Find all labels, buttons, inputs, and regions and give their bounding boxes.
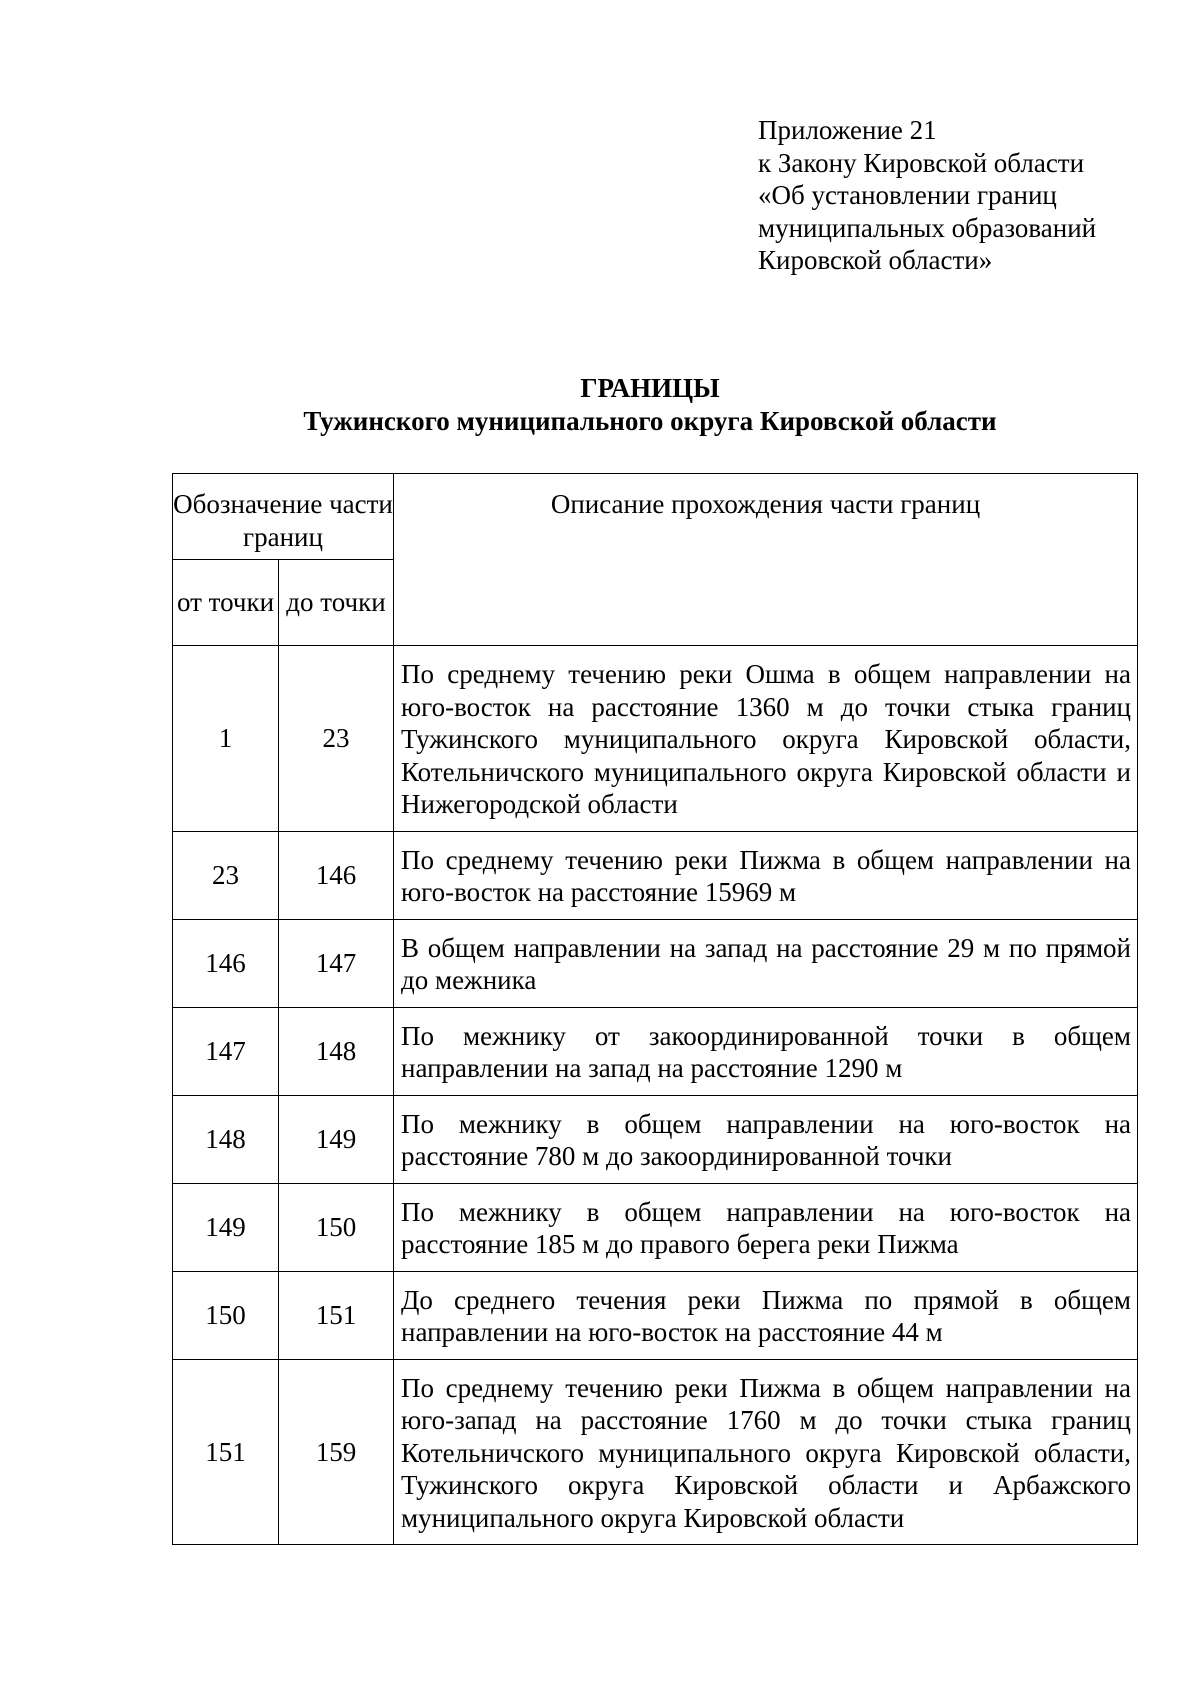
- cell-from: 1: [173, 646, 279, 832]
- appendix-line: Приложение 21: [758, 115, 937, 145]
- title-line-1: ГРАНИЦЫ: [580, 373, 720, 403]
- cell-to: 151: [279, 1271, 394, 1359]
- table-row: [173, 646, 1138, 832]
- table-row: [173, 1359, 1138, 1545]
- cell-to: 148: [279, 1007, 394, 1095]
- cell-to: 150: [279, 1183, 394, 1271]
- appendix-line: к Закону Кировской области: [758, 147, 1085, 178]
- cell-from: 150: [173, 1271, 279, 1359]
- cell-description: По среднему течению реки Пижма в общем направлении на юго-восток на расстояние 15969 м: [394, 831, 1138, 919]
- cell-description: По межнику от закоординированной точки в общем направлении на запад на расстояние 1290 м: [394, 1007, 1138, 1095]
- cell-to: 146: [279, 831, 394, 919]
- cell-from: 147: [173, 1007, 279, 1095]
- cell-description: До среднего течения реки Пижма по прямой в общем направлении на юго-восток на расстояние 44 м: [394, 1271, 1138, 1359]
- cell-from: 151: [173, 1359, 279, 1545]
- appendix-note: [758, 114, 1096, 277]
- header-to-point: до точки: [279, 560, 394, 646]
- cell-from: 149: [173, 1183, 279, 1271]
- table-row: [173, 1007, 1138, 1095]
- appendix-line: муниципальных образований: [758, 212, 1097, 243]
- cell-from: 148: [173, 1095, 279, 1183]
- table-row: [173, 831, 1138, 919]
- title-line-2: Тужинского муниципального округа Кировской области: [303, 406, 997, 436]
- header-description: Описание прохождения части границ: [394, 474, 1138, 646]
- borders-table: [172, 473, 1138, 1545]
- cell-to: 159: [279, 1359, 394, 1545]
- table-row: [173, 919, 1138, 1007]
- header-designation: Обозначение части границ: [173, 474, 394, 560]
- table-row: [173, 1183, 1138, 1271]
- header-from-point: от точки: [173, 560, 279, 646]
- cell-description: По среднему течению реки Пижма в общем направлении на юго-запад на расстояние 1760 м до точки стыка границ Котельничского муниципального округа Кировской области, Тужинского округа Кировской области и Арбажского муниципального округа Кировской области: [394, 1359, 1138, 1545]
- cell-to: 149: [279, 1095, 394, 1183]
- cell-description: По межнику в общем направлении на юго-восток на расстояние 185 м до правого берега реки Пижма: [394, 1183, 1138, 1271]
- cell-to: 23: [279, 646, 394, 832]
- table-row: [173, 1271, 1138, 1359]
- document-title: [0, 372, 1200, 438]
- table-row: [173, 1095, 1138, 1183]
- cell-description: По среднему течению реки Ошма в общем направлении на юго-восток на расстояние 1360 м до точки стыка границ Тужинского муниципального округа Кировской области, Котельничского муниципального округа Кировской области и Нижегородской области: [394, 646, 1138, 832]
- cell-to: 147: [279, 919, 394, 1007]
- appendix-line: Кировской области»: [758, 245, 993, 275]
- appendix-line: «Об установлении границ: [758, 180, 1057, 210]
- cell-from: 23: [173, 831, 279, 919]
- cell-description: По межнику в общем направлении на юго-восток на расстояние 780 м до закоординированной точки: [394, 1095, 1138, 1183]
- cell-description: В общем направлении на запад на расстояние 29 м по прямой до межника: [394, 919, 1138, 1007]
- cell-from: 146: [173, 919, 279, 1007]
